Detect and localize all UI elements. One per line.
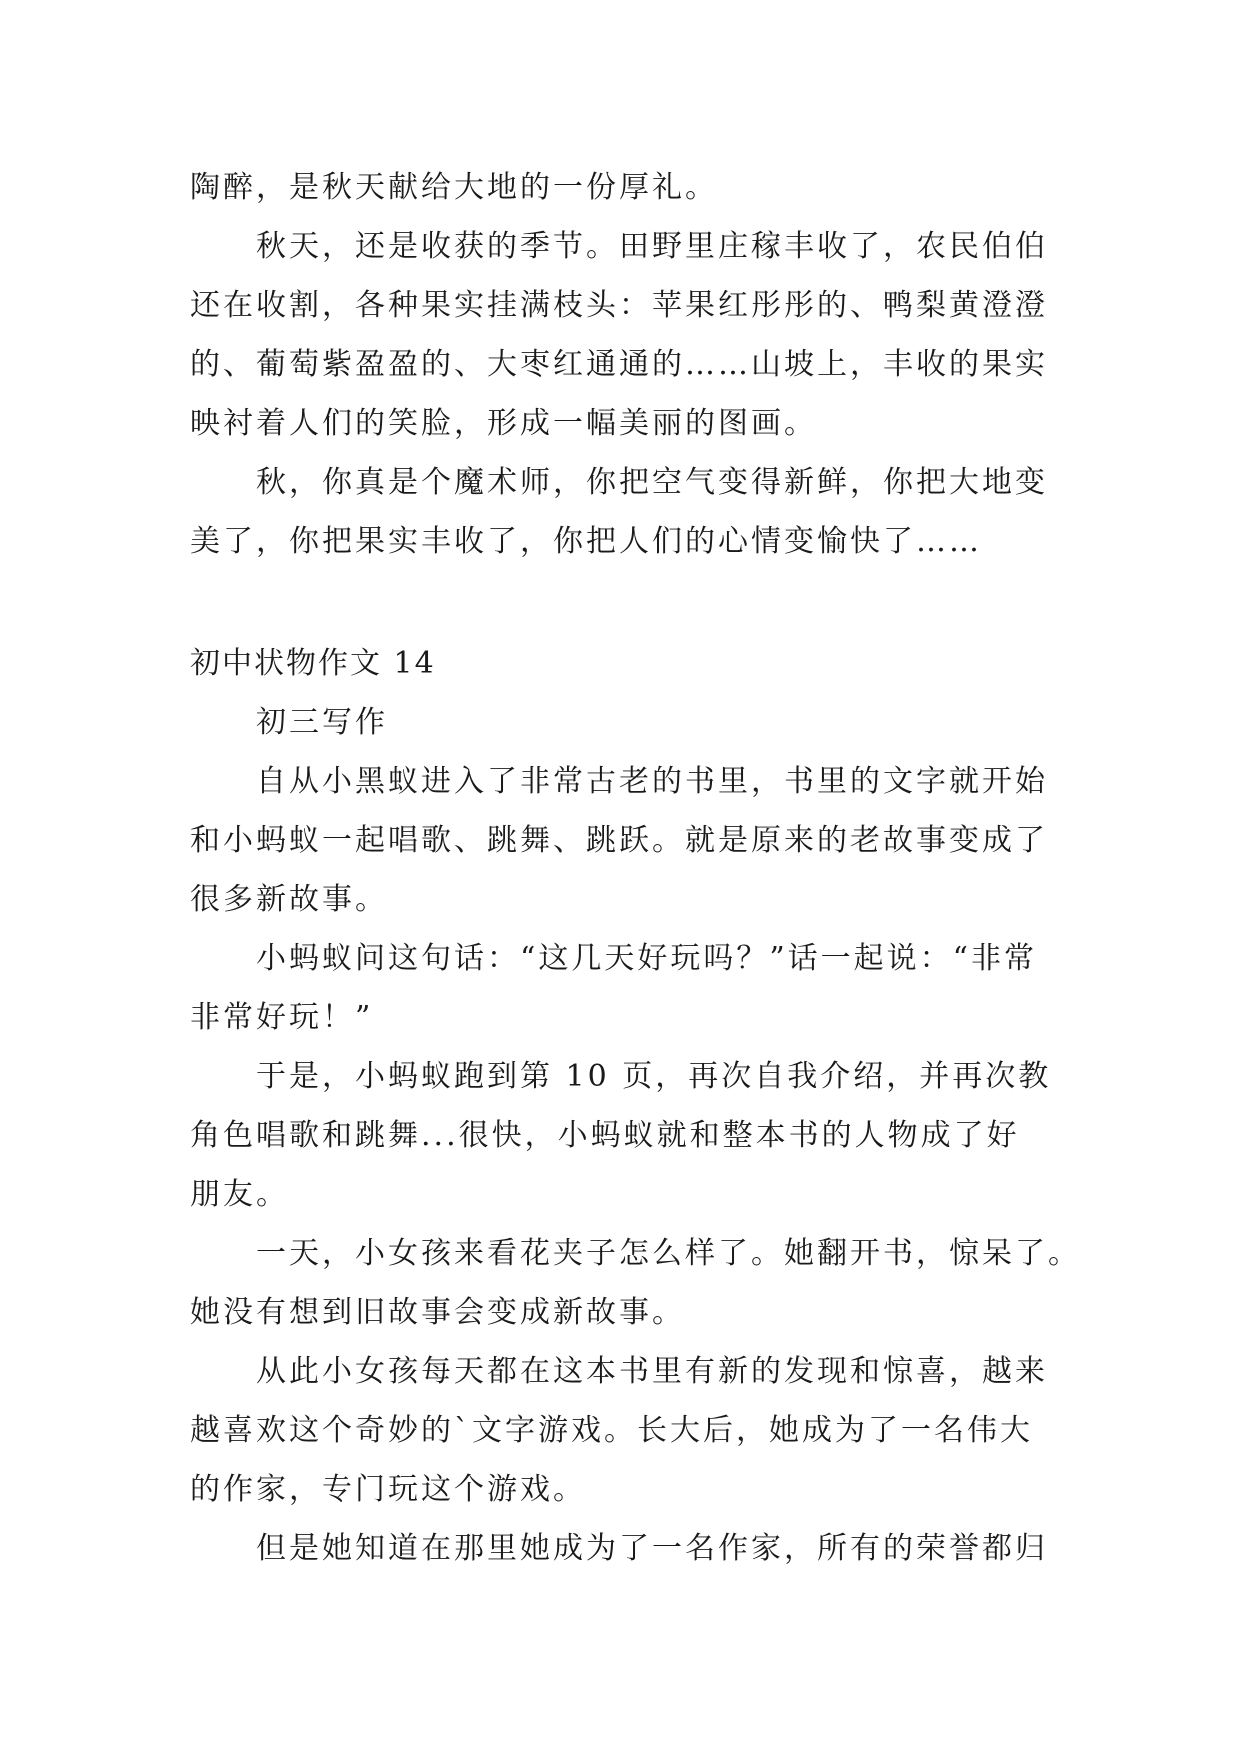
text-line: 还在收割，各种果实挂满枝头：苹果红彤彤的、鸭梨黄澄澄 [190,288,1048,323]
text-line: 非常好玩！” [190,1000,374,1035]
paragraph [190,752,1052,929]
text-line: 于是，小蚂蚁跑到第 10 页，再次自我介绍，并再次教 [256,1059,1052,1094]
essay-title: 初中状物作文 14 [190,646,436,681]
paragraph [190,929,1052,1047]
text-line: 秋天，还是收获的季节。田野里庄稼丰收了，农民伯伯 [256,229,1048,264]
text-line: 很多新故事。 [190,882,388,917]
section-gap [190,571,1052,634]
paragraph [190,1519,1052,1578]
document-body [190,158,1081,1578]
paragraph [190,158,1052,217]
text-line: 角色唱歌和跳舞...很快，小蚂蚁就和整本书的人物成了好 [190,1118,1020,1153]
text-line: 的作家，专门玩这个游戏。 [190,1472,586,1507]
paragraph [190,217,1052,453]
text-line: 一天，小女孩来看花夹子怎么样了。她翻开书，惊呆了。 [256,1236,1081,1271]
text-line: 和小蚂蚁一起唱歌、跳舞、跳跃。就是原来的老故事变成了 [190,823,1048,858]
text-line: 越喜欢这个奇妙的`文字游戏。长大后，她成为了一名伟大 [190,1413,1033,1448]
text-line: 她没有想到旧故事会变成新故事。 [190,1295,685,1330]
paragraph [190,453,1052,571]
text-line: 的、葡萄紫盈盈的、大枣红通通的……山坡上，丰收的果实 [190,347,1048,382]
text-line: 从此小女孩每天都在这本书里有新的发现和惊喜，越来 [256,1354,1048,1389]
text-line: 但是她知道在那里她成为了一名作家，所有的荣誉都归 [256,1531,1048,1566]
text-line: 映衬着人们的笑脸，形成一幅美丽的图画。 [190,406,817,441]
essay-subtitle: 初三写作 [256,705,388,740]
text-line: 自从小黑蚁进入了非常古老的书里，书里的文字就开始 [256,764,1048,799]
paragraph [190,1047,1052,1224]
text-line: 小蚂蚁问这句话：“这几天好玩吗？”话一起说：“非常 [256,941,1038,976]
paragraph [190,1224,1081,1342]
text-line: 秋，你真是个魔术师，你把空气变得新鲜，你把大地变 [256,465,1048,500]
paragraph [190,1342,1052,1519]
text-line: 陶醉，是秋天献给大地的一份厚礼。 [190,170,718,205]
text-line: 朋友。 [190,1177,289,1212]
text-line: 美了，你把果实丰收了，你把人们的心情变愉快了…… [190,524,982,559]
